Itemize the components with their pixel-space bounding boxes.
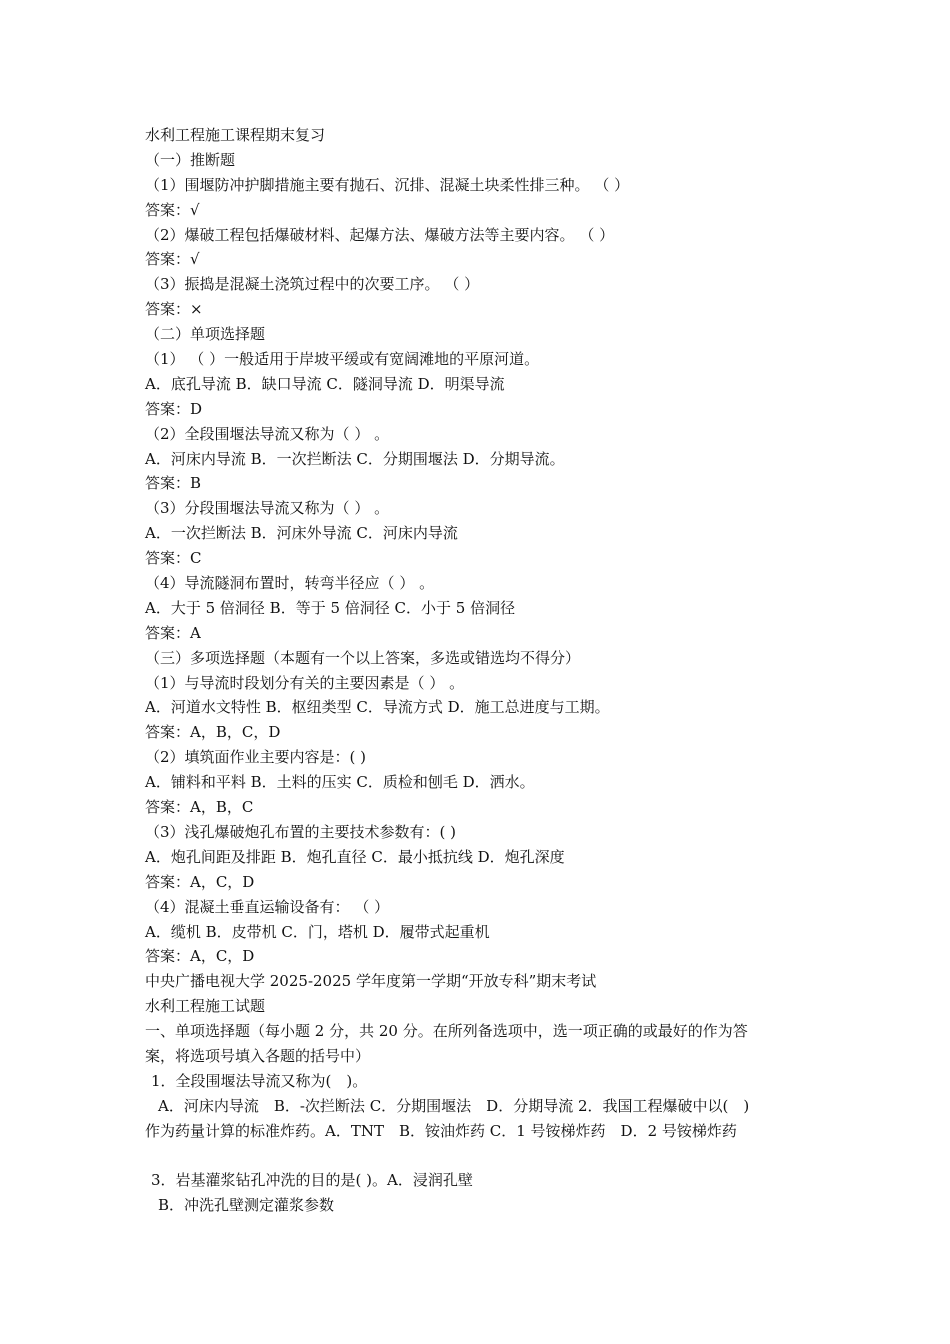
options-line: A．河床内导流 B．一次拦断法 C．分期围堰法 D．分期导流。 [145, 449, 565, 468]
answer-line: 答案：B [145, 474, 202, 493]
options-line: A．铺料和平料 B．土料的压实 C．质检和刨毛 D．洒水。 [145, 773, 535, 792]
answer-line: 答案：D [145, 399, 203, 418]
exam-question-1: 1．全段围堰法导流又称为( )。 [151, 1071, 368, 1090]
answer-line: 答案：A，C，D [145, 947, 255, 966]
exam-header: 中央广播电视大学 2025-2025 学年度第一学期“开放专科”期末考试 [145, 972, 597, 991]
section-heading: （一）推断题 [145, 150, 236, 169]
answer-line: 答案：A [145, 623, 201, 642]
options-line: A．缆机 B．皮带机 C．门，塔机 D．履带式起重机 [145, 922, 490, 941]
question-line: （1） （ ）一般适用于岸坡平缓或有宽阔滩地的平原河道。 [145, 350, 540, 369]
question-line: （2）爆破工程包括爆破材料、起爆方法、爆破方法等主要内容。 （ ） [145, 225, 615, 244]
answer-line: 答案：A，B，C [145, 798, 254, 817]
answer-line: 答案：A，C，D [145, 872, 255, 891]
question-line: （3）分段围堰法导流又称为（ ） 。 [145, 499, 390, 518]
exam-question-3: 3．岩基灌浆钻孔冲洗的目的是( )。A．浸润孔壁 [151, 1171, 473, 1190]
options-line: A．河道水文特性 B．枢纽类型 C．导流方式 D．施工总进度与工期。 [145, 698, 610, 717]
exam-q2-options: 作为药量计算的标准炸药。A．TNT B．铵油炸药 C．1 号铵梯炸药 D．2 号铵梯炸药 [145, 1121, 737, 1140]
doc-title: 水利工程施工课程期末复习 [145, 126, 326, 144]
section-one-instructions-cont: 案，将选项号填入各题的括号中） [145, 1046, 371, 1065]
question-line: （2）全段围堰法导流又称为（ ） 。 [145, 424, 390, 443]
question-line: （3）振捣是混凝土浇筑过程中的次要工序。 （ ） [145, 275, 480, 294]
answer-line: 答案：A，B，C，D [145, 723, 281, 742]
answer-line: 答案：√ [145, 200, 200, 219]
exam-q3-option-b: B．冲洗孔壁测定灌浆参数 [158, 1196, 335, 1215]
answer-line: 答案：× [145, 300, 203, 319]
options-line: A．炮孔间距及排距 B．炮孔直径 C．最小抵抗线 D．炮孔深度 [145, 847, 565, 866]
exam-q1-options-q2: A．河床内导流 B．-次拦断法 C．分期围堰法 D．分期导流 2．我国工程爆破中以( ) [158, 1096, 750, 1115]
section-one-instructions: 一、单项选择题（每小题 2 分，共 20 分。在所列备选项中，选一项正确的或最好的作为答 [145, 1022, 748, 1041]
document-body [145, 123, 815, 1218]
answer-line: 答案：C [145, 549, 202, 568]
question-line: （1）与导流时段划分有关的主要因素是（ ） 。 [145, 673, 465, 692]
question-line: （4）混凝土垂直运输设备有： （ ） [145, 897, 390, 916]
options-line: A．一次拦断法 B．河床外导流 C．河床内导流 [145, 524, 458, 543]
question-line: （4）导流隧洞布置时，转弯半径应（ ） 。 [145, 574, 435, 593]
question-line: （1）围堰防冲护脚措施主要有抛石、沉排、混凝土块柔性排三种。 （ ） [145, 175, 630, 194]
section-heading: （三）多项选择题（本题有一个以上答案，多选或错选均不得分） [145, 648, 581, 667]
exam-title: 水利工程施工试题 [145, 997, 266, 1016]
options-line: A．大于 5 倍洞径 B．等于 5 倍洞径 C．小于 5 倍洞径 [145, 598, 516, 617]
blank-gap [145, 1144, 815, 1169]
question-line: （2）填筑面作业主要内容是：( ) [145, 748, 367, 767]
section-heading: （二）单项选择题 [145, 325, 266, 344]
answer-line: 答案：√ [145, 250, 200, 269]
question-line: （3）浅孔爆破炮孔布置的主要技术参数有：( ) [145, 822, 457, 841]
options-line: A．底孔导流 B．缺口导流 C．隧洞导流 D．明渠导流 [145, 374, 505, 393]
